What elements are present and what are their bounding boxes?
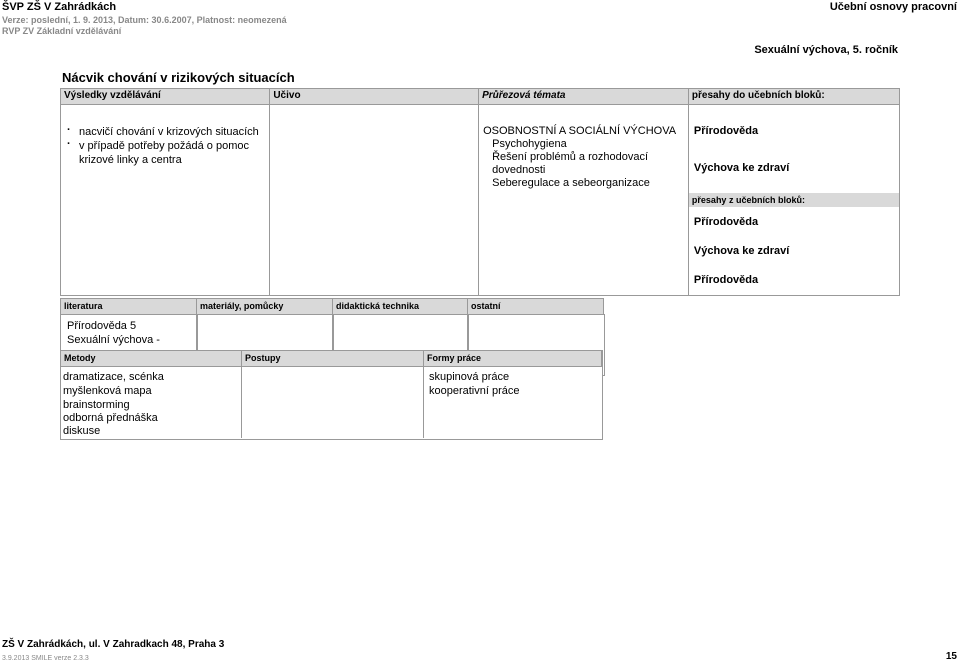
literature-item: Sexuální výchova - (67, 334, 160, 346)
method-item: odborná přednáška (63, 412, 158, 424)
crosscut-item: Řešení problémů a rozhodovací dovednosti (492, 151, 649, 176)
overlap-from-item: Přírodověda (693, 216, 759, 228)
version-line: Verze: poslední, 1. 9. 2013, Datum: 30.6.2007, Platnost: neomezená (2, 15, 287, 25)
document-type: Učební osnovy pracovní (829, 1, 957, 13)
header-other: ostatní (467, 298, 604, 315)
list-item: · v případě potřeby požádá o pomoc krizové linky a centra (67, 138, 250, 166)
header-materials: materiály, pomůcky (196, 298, 333, 315)
rvp-line: RVP ZV Základní vzdělávání (2, 26, 122, 36)
header-literature: literatura (60, 298, 197, 315)
header-work-forms: Formy práce (423, 350, 602, 367)
method-item: diskuse (63, 425, 101, 437)
method-item: dramatizace, scénka (63, 371, 164, 383)
page-number: 15 (945, 651, 957, 662)
curriculum-cell (270, 105, 479, 296)
method-item: myšlenková mapa (63, 385, 152, 397)
header-procedures: Postupy (241, 350, 424, 367)
school-address: ZŠ V Zahrádkách, ul. V Zahradkach 48, Praha 3 (2, 639, 225, 650)
crosscut-cell (479, 105, 689, 296)
overlap-from-item: Přírodověda (693, 274, 759, 286)
subject-grade: Sexuální výchova, 5. ročník (754, 44, 898, 56)
overlap-to-item: Přírodověda (693, 125, 759, 137)
outcomes-table (60, 88, 900, 296)
header-overlaps-to: přesahy do učebních bloků: (688, 89, 899, 105)
outcomes-cell (61, 105, 270, 296)
crosscut-item: Seberegulace a sebeorganizace (492, 177, 650, 189)
crosscut-item: Psychohygiena (492, 138, 567, 150)
header-curriculum: Učivo (270, 89, 479, 105)
work-form-item: kooperativní práce (429, 385, 520, 397)
header-didactic-tech: didaktická technika (332, 298, 468, 315)
header-outcomes: Výsledky vzdělávání (61, 89, 270, 105)
header-crosscut: Průřezová témata (479, 89, 689, 105)
list-item: · nacvičí chování v krizových situacích (67, 124, 259, 138)
software-version: 3.9.2013 SMILE verze 2.3.3 (2, 655, 89, 662)
work-form-item: skupinová práce (429, 371, 510, 383)
overlaps-cell (688, 105, 899, 296)
overlap-to-item: Výchova ke zdraví (693, 162, 790, 174)
header-methods: Metody (60, 350, 242, 367)
overlap-from-item: Výchova ke zdraví (693, 245, 790, 257)
overlaps-from-header: přesahy z učebních bloků: (689, 193, 899, 207)
column-divider (241, 366, 242, 438)
column-divider (423, 366, 424, 438)
document-title: ŠVP ZŠ V Zahrádkách (2, 1, 117, 13)
literature-item: Přírodověda 5 (67, 320, 137, 332)
crosscut-area: OSOBNOSTNÍ A SOCIÁLNÍ VÝCHOVA (483, 125, 677, 137)
method-item: brainstorming (63, 399, 130, 411)
section-title: Nácvik chování v rizikových situacích (62, 70, 295, 85)
